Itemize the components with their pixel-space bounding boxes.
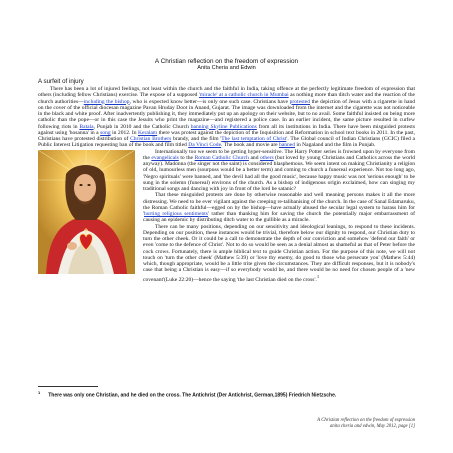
footer-title: A Christian reflection on the freedom of expression: [317, 418, 415, 423]
text-run: , Punjab in 2010 and the Catholic Church: [93, 123, 191, 130]
footnote: [38, 390, 418, 399]
link-protested[interactable]: protested: [289, 98, 310, 105]
text-run: from all its institutions in India. There have been misguided protests against using 'hosanna' in a: [38, 123, 415, 136]
link-christian-brothers[interactable]: Christian Brothers: [130, 136, 172, 142]
link-batala[interactable]: Batala: [79, 123, 94, 130]
text-run: in Nagaland and the film in Punjab.: [295, 142, 376, 149]
sacred-heart-of-jesus-image: [38, 150, 135, 274]
link-others[interactable]: others: [260, 154, 274, 161]
text-run: ' rather than thanking him for saving the church the potentially major embarrassment of causing an epidemic by distributing ditch water to the gullible as a miracle.: [143, 211, 415, 224]
link-keralam[interactable]: Keralam: [138, 129, 158, 136]
link-song[interactable]: song: [100, 129, 111, 136]
text-run: in 2012. In: [110, 129, 138, 136]
paragraph-1: [38, 86, 415, 149]
text-run: There can be many positions, depending on our sensitivity and ideological leanings, to respond to these incidents. Depending on our position, these instances would be trivial, therefore below our dignity to respond, our Christian duty to turn the other cheek. Or it could be a call to demonstrate the depth of our conviction and somehow 'defend our faith' or even 'come to the defence of Christ'. Not to do so would be seen as a denial almost as shameful as that of Peter before the cock crows. Fortunately, there is ample biblical text to guide Christian action. For the purpose of this note, we will not touch on 'turn the other cheek' (Mathew 5:39) or 'love thy enemy, do good to those who persecute you' (Mathew 5:44) which, though appropriate, would be a little trite given the circumstances. They are difficult responses, but it is nobody's case that being a Christian is easy—if so everybody would be, and there would be no need for chosen people of a 'new covenant'(Luke 22:20)—hence the saying 'the last Christian died on the cross'.: [143, 223, 415, 283]
text-run: '. The Global council of Indian Christians (GCIC) filed a Public Interest Litigation requesting ban of the book and film titled: [38, 136, 415, 149]
link-banned[interactable]: banned: [279, 142, 296, 149]
text-run: (but loved by young Christians and Catholics across the world anyway). Madonna (the singer not the saint) is considered blasphemous. We seem intent on making Christianity a religion of old, humourless men (sourpuss would be a better term) and coming to church a funereal experience. Not too long ago, 'Negro spirituals' were banned, and 'the devil had all the good music', because happy music was not 'serious enough' to be sung in the solemn (funereal) environs of the church. As a bishop of indigenous origin exclaimed, how can singing my traditional songs and dancing with joy in front of the lord be satanic?: [143, 154, 416, 192]
text-run: and: [248, 154, 261, 161]
page-footer: [317, 418, 415, 429]
text-run: , who is expected know better—is only one such case. Christians have: [129, 98, 290, 105]
link-miracle-mumbai[interactable]: 'miracle' at a catholic church in Mumbai: [198, 92, 289, 99]
text-run: the depiction of Jesus with a cigarette in hand on the cover of the official diocesan magazine Pavan Hruday Doot in Anand, Gujarat. The image was downloaded from the internet and the cigarette was not noticeable in the black and white proof. After inadvertently publishing it, they immediately put up an apology on their website, but to no avail. Some faithful insisted on being more catholic than the pope—or in this case the Jesuits who print the magazine—and registered a police case. In an earlier incident, the same picture resulted in curfew following riots in: [38, 98, 416, 130]
footnote-marker[interactable]: 1: [316, 273, 320, 279]
text-run: as nothing more than ditch water and the reaction of the church authorities—: [38, 92, 415, 105]
footer-page-info: anita cheria and edwin, May 2012, page [1]: [329, 423, 415, 429]
link-roman-catholic-church[interactable]: Roman Catholic Church: [194, 154, 249, 161]
footnote-number: 1: [38, 390, 41, 395]
text-run: there was protest against the depiction of the Inquisition and Reformation in school text books in 2011. In the past, Christians have protested distribution of: [38, 129, 415, 142]
document-authors: Anita Cheria and Edwin: [197, 65, 256, 71]
text-run: Internationally too we seem to be getting hyper-sensitive. The Harry Potter series is frowned upon by everyone from the: [143, 148, 415, 161]
link-last-temptation[interactable]: The last temptation of Christ: [221, 136, 287, 142]
footnote-divider: [38, 386, 98, 387]
link-including-bishop[interactable]: including the bishop: [83, 98, 130, 105]
text-run: . The book and movie are: [221, 142, 280, 149]
hand: [67, 242, 77, 250]
text-run: to the: [178, 154, 195, 161]
link-evangelicals[interactable]: evangelicals: [151, 154, 179, 161]
link-hurting-religious-sentiments[interactable]: hurting religious sentiments: [144, 211, 208, 217]
document-title: A Christian reflection on the freedom of expression: [154, 58, 299, 65]
text-run: brandy, and the film ': [171, 136, 222, 142]
link-banning-skyline[interactable]: banning Skyline Publications: [190, 123, 257, 130]
text-run: That these misguided protests are done by otherwise reasonable and well meaning persons makes it all the more distressing. We need to be ever vigilant against the creeping re-talibanising of the church. In the case of Sanal Edamaruku, the Roman Catholic faithful—egged on by the bishop—have actually abused the secular legal system to harass him for ': [143, 192, 415, 217]
footnote-text: There was only one Christian, and he died on the cross. The Antichrist (Der Antichrist, German,1895) Friedrich Nietzsche.: [48, 392, 337, 399]
link-da-vinci-code[interactable]: Da Vinci Code: [188, 142, 222, 149]
text-run: There has been a lot of injured feelings, not least within the church and the faithful in India, taking offence at the perfectly legitimate freedom of expression that others (including fellow Christians) exercise. The expose of a supposed: [38, 86, 415, 99]
section-heading: A surfeit of injury: [38, 78, 84, 85]
